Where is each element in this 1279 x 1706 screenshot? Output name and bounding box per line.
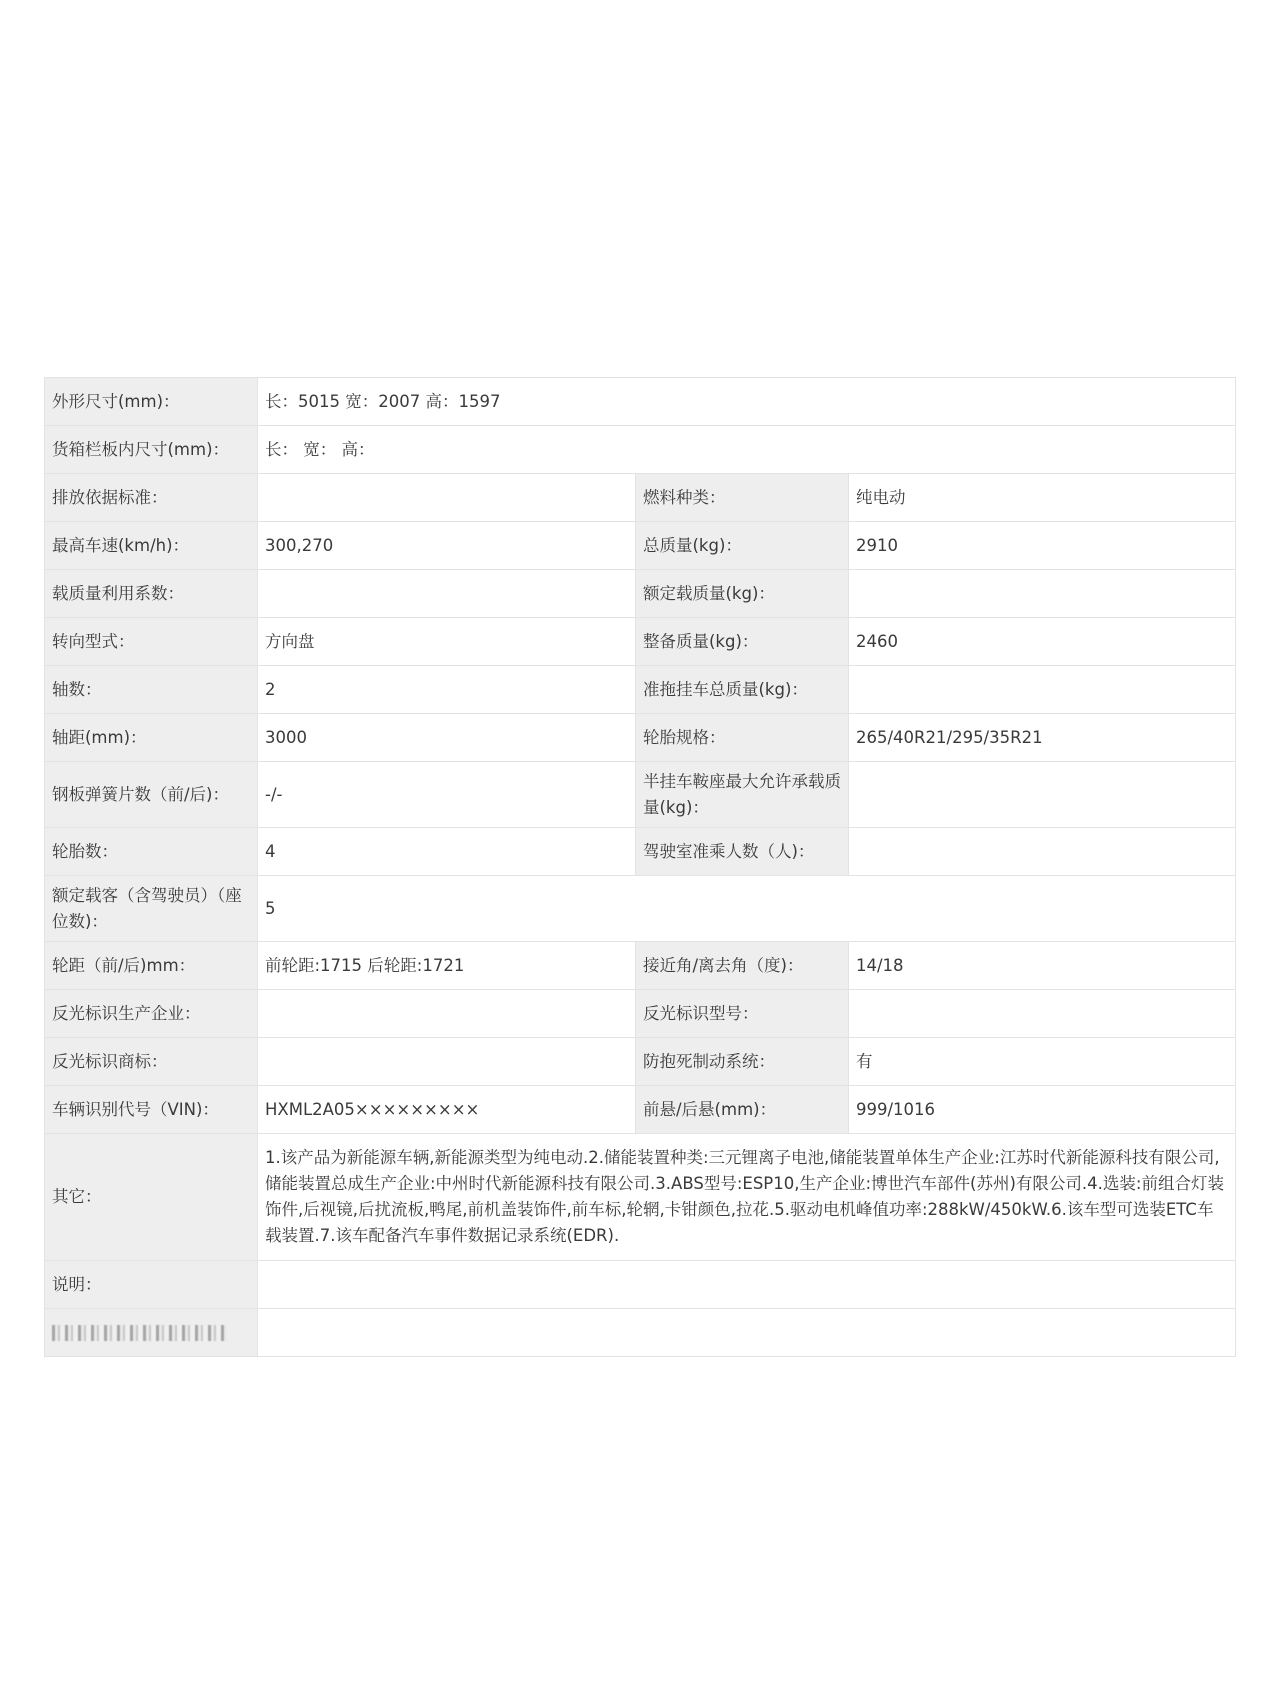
- wheelbase-value: 3000: [258, 714, 636, 762]
- table-row: [45, 1086, 1236, 1134]
- rated-load-label: 额定载质量(kg)：: [636, 570, 849, 618]
- reflector-maker-value: [258, 990, 636, 1038]
- table-row: [45, 942, 1236, 990]
- reflector-model-label: 反光标识型号：: [636, 990, 849, 1038]
- trailer-mass-label: 准拖挂车总质量(kg)：: [636, 666, 849, 714]
- table-row: [45, 828, 1236, 876]
- table-row: [45, 618, 1236, 666]
- fuel-type-value: 纯电动: [849, 474, 1236, 522]
- tire-count-value: 4: [258, 828, 636, 876]
- total-mass-label: 总质量(kg)：: [636, 522, 849, 570]
- track-label: 轮距（前/后)mm：: [45, 942, 258, 990]
- reflector-brand-value: [258, 1038, 636, 1086]
- vin-value: HXML2A05×××××××××: [258, 1086, 636, 1134]
- passengers-label: 额定载客（含驾驶员）（座位数)：: [45, 876, 258, 942]
- table-row: [45, 990, 1236, 1038]
- leaf-springs-value: -/-: [258, 762, 636, 828]
- table-row: [45, 1038, 1236, 1086]
- reflector-maker-label: 反光标识生产企业：: [45, 990, 258, 1038]
- tire-spec-value: 265/40R21/295/35R21: [849, 714, 1236, 762]
- track-value: 前轮距:1715 后轮距:1721: [258, 942, 636, 990]
- table-row: [45, 666, 1236, 714]
- reflector-model-value: [849, 990, 1236, 1038]
- curb-mass-value: 2460: [849, 618, 1236, 666]
- load-coefficient-value: [258, 570, 636, 618]
- abs-value: 有: [849, 1038, 1236, 1086]
- axles-value: 2: [258, 666, 636, 714]
- table-row: [45, 378, 1236, 426]
- table-row: [45, 474, 1236, 522]
- redaction-blur: [52, 1325, 227, 1341]
- leaf-springs-label: 钢板弹簧片数（前/后)：: [45, 762, 258, 828]
- angles-label: 接近角/离去角（度)：: [636, 942, 849, 990]
- other-value: 1.该产品为新能源车辆,新能源类型为纯电动.2.储能装置种类:三元锂离子电池,储能装置单体生产企业:江苏时代新能源科技有限公司,储能装置总成生产企业:中州时代新能源科技有限公司.3.ABS型号:ESP10,生产企业:博世汽车部件(苏州)有限公司.4.选装:前组合灯装饰件,后视镜,后扰流板,鸭尾,前机盖装饰件,前车标,轮辋,卡钳颜色,拉花.5.驱动电机峰值功率:288kW/450kW.6.该车型可选装ETC车载装置.7.该车配备汽车事件数据记录系统(EDR).: [258, 1134, 1236, 1261]
- steering-value: 方向盘: [258, 618, 636, 666]
- overhang-label: 前悬/后悬(mm)：: [636, 1086, 849, 1134]
- trailer-mass-value: [849, 666, 1236, 714]
- dimensions-value: 长：5015 宽：2007 高：1597: [258, 378, 1236, 426]
- emission-std-value: [258, 474, 636, 522]
- table-row: [45, 762, 1236, 828]
- table-row: [45, 1134, 1236, 1261]
- wheelbase-label: 轴距(mm)：: [45, 714, 258, 762]
- table-row: [45, 1309, 1236, 1357]
- rated-load-value: [849, 570, 1236, 618]
- cab-capacity-value: [849, 828, 1236, 876]
- steering-label: 转向型式：: [45, 618, 258, 666]
- passengers-value: 5: [258, 876, 1236, 942]
- redacted-label: [45, 1309, 258, 1357]
- cargo-box-label: 货箱栏板内尺寸(mm)：: [45, 426, 258, 474]
- cab-capacity-label: 驾驶室准乘人数（人)：: [636, 828, 849, 876]
- table-row: [45, 570, 1236, 618]
- semi-trailer-label: 半挂车鞍座最大允许承载质量(kg)：: [636, 762, 849, 828]
- table-row: [45, 522, 1236, 570]
- reflector-brand-label: 反光标识商标：: [45, 1038, 258, 1086]
- table-row: [45, 714, 1236, 762]
- tire-count-label: 轮胎数：: [45, 828, 258, 876]
- emission-std-label: 排放依据标准：: [45, 474, 258, 522]
- vin-label: 车辆识别代号（VIN)：: [45, 1086, 258, 1134]
- notes-value: [258, 1261, 1236, 1309]
- total-mass-value: 2910: [849, 522, 1236, 570]
- max-speed-value: 300,270: [258, 522, 636, 570]
- table-row: [45, 876, 1236, 942]
- dimensions-label: 外形尺寸(mm)：: [45, 378, 258, 426]
- fuel-type-label: 燃料种类：: [636, 474, 849, 522]
- semi-trailer-value: [849, 762, 1236, 828]
- tire-spec-label: 轮胎规格：: [636, 714, 849, 762]
- axles-label: 轴数：: [45, 666, 258, 714]
- other-label: 其它：: [45, 1134, 258, 1261]
- max-speed-label: 最高车速(km/h)：: [45, 522, 258, 570]
- overhang-value: 999/1016: [849, 1086, 1236, 1134]
- table-row: [45, 1261, 1236, 1309]
- redacted-value: [258, 1309, 1236, 1357]
- load-coefficient-label: 载质量利用系数：: [45, 570, 258, 618]
- cargo-box-value: 长： 宽： 高：: [258, 426, 1236, 474]
- vehicle-spec-table: [44, 377, 1236, 1357]
- table-row: [45, 426, 1236, 474]
- angles-value: 14/18: [849, 942, 1236, 990]
- notes-label: 说明：: [45, 1261, 258, 1309]
- curb-mass-label: 整备质量(kg)：: [636, 618, 849, 666]
- abs-label: 防抱死制动系统：: [636, 1038, 849, 1086]
